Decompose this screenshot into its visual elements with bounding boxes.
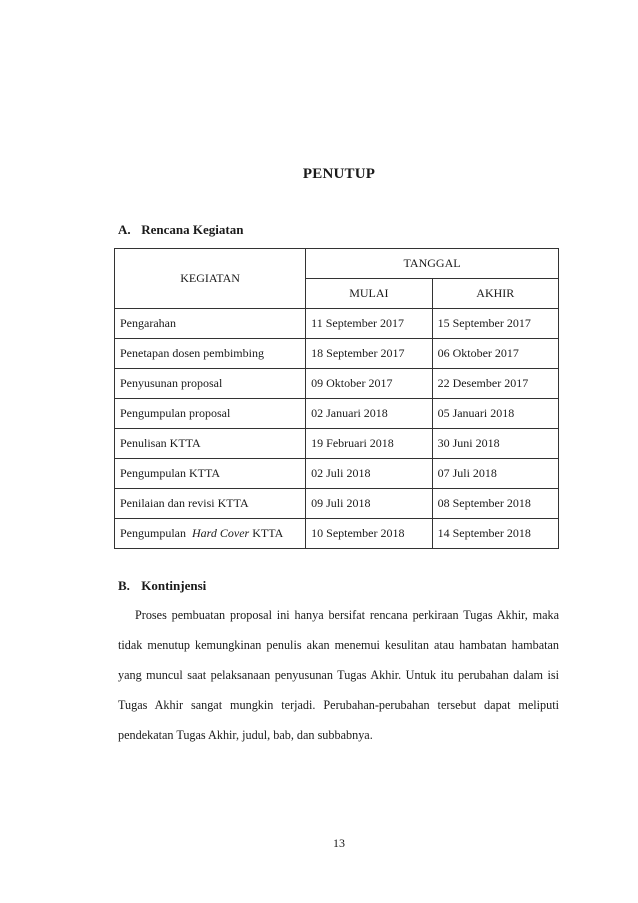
table-row (115, 339, 559, 369)
cell-activity-pre: Pengumpulan (120, 526, 192, 540)
cell-end: 30 Juni 2018 (432, 429, 558, 459)
section-a-number: A. (118, 222, 131, 237)
page-title: PENUTUP (302, 166, 376, 182)
paragraph-text: Proses pembuatan proposal ini hanya bersifat rencana perkiraan Tugas Akhir, maka tidak menutup kemungkinan penulis akan menemui kesulitan atau hambatan hambatan yang muncul saat pelaksanaan penyusunan Tugas Akhir. Untuk itu perubahan dalam isi Tugas Akhir sangat mungkin terjadi. Perubahan-perubahan tersebut dapat meliputi pendekatan Tugas Akhir, judul, bab, dan subbabnya. (118, 608, 559, 742)
section-b-heading (118, 578, 206, 594)
header-end: AKHIR (432, 279, 558, 309)
cell-activity: Pengarahan (115, 309, 306, 339)
table-row (115, 309, 559, 339)
cell-end: 07 Juli 2018 (432, 459, 558, 489)
cell-end: 05 Januari 2018 (432, 399, 558, 429)
header-date: TANGGAL (306, 249, 559, 279)
schedule-table (114, 248, 559, 549)
table-row (115, 399, 559, 429)
cell-activity: Pengumpulan proposal (115, 399, 306, 429)
cell-end: 06 Oktober 2017 (432, 339, 558, 369)
cell-activity (115, 519, 306, 549)
cell-start: 09 Oktober 2017 (306, 369, 432, 399)
cell-start: 11 September 2017 (306, 309, 432, 339)
cell-end: 22 Desember 2017 (432, 369, 558, 399)
cell-activity: Penyusunan proposal (115, 369, 306, 399)
section-a-title: Rencana Kegiatan (141, 222, 244, 237)
header-start: MULAI (306, 279, 432, 309)
table-row (115, 429, 559, 459)
cell-end: 15 September 2017 (432, 309, 558, 339)
table-row (115, 369, 559, 399)
cell-start: 02 Januari 2018 (306, 399, 432, 429)
cell-activity: Penulisan KTTA (115, 429, 306, 459)
page-number: 13 (333, 836, 345, 850)
table-row (115, 489, 559, 519)
section-b-title: Kontinjensi (141, 578, 207, 593)
section-b-number: B. (118, 578, 130, 593)
cell-start: 19 Februari 2018 (306, 429, 432, 459)
table-header-row (115, 249, 559, 279)
cell-end: 08 September 2018 (432, 489, 558, 519)
cell-activity: Penetapan dosen pembimbing (115, 339, 306, 369)
table-row (115, 459, 559, 489)
cell-activity: Pengumpulan KTTA (115, 459, 306, 489)
cell-start: 02 Juli 2018 (306, 459, 432, 489)
table-row (115, 519, 559, 549)
cell-end: 14 September 2018 (432, 519, 558, 549)
cell-start: 18 September 2017 (306, 339, 432, 369)
cell-start: 09 Juli 2018 (306, 489, 432, 519)
cell-start: 10 September 2018 (306, 519, 432, 549)
section-a-heading (118, 222, 243, 238)
cell-activity-post: KTTA (249, 526, 284, 540)
cell-activity: Penilaian dan revisi KTTA (115, 489, 306, 519)
cell-activity-italic: Hard Cover (192, 526, 250, 540)
section-b-paragraph (118, 600, 559, 750)
header-activity: KEGIATAN (115, 249, 306, 309)
